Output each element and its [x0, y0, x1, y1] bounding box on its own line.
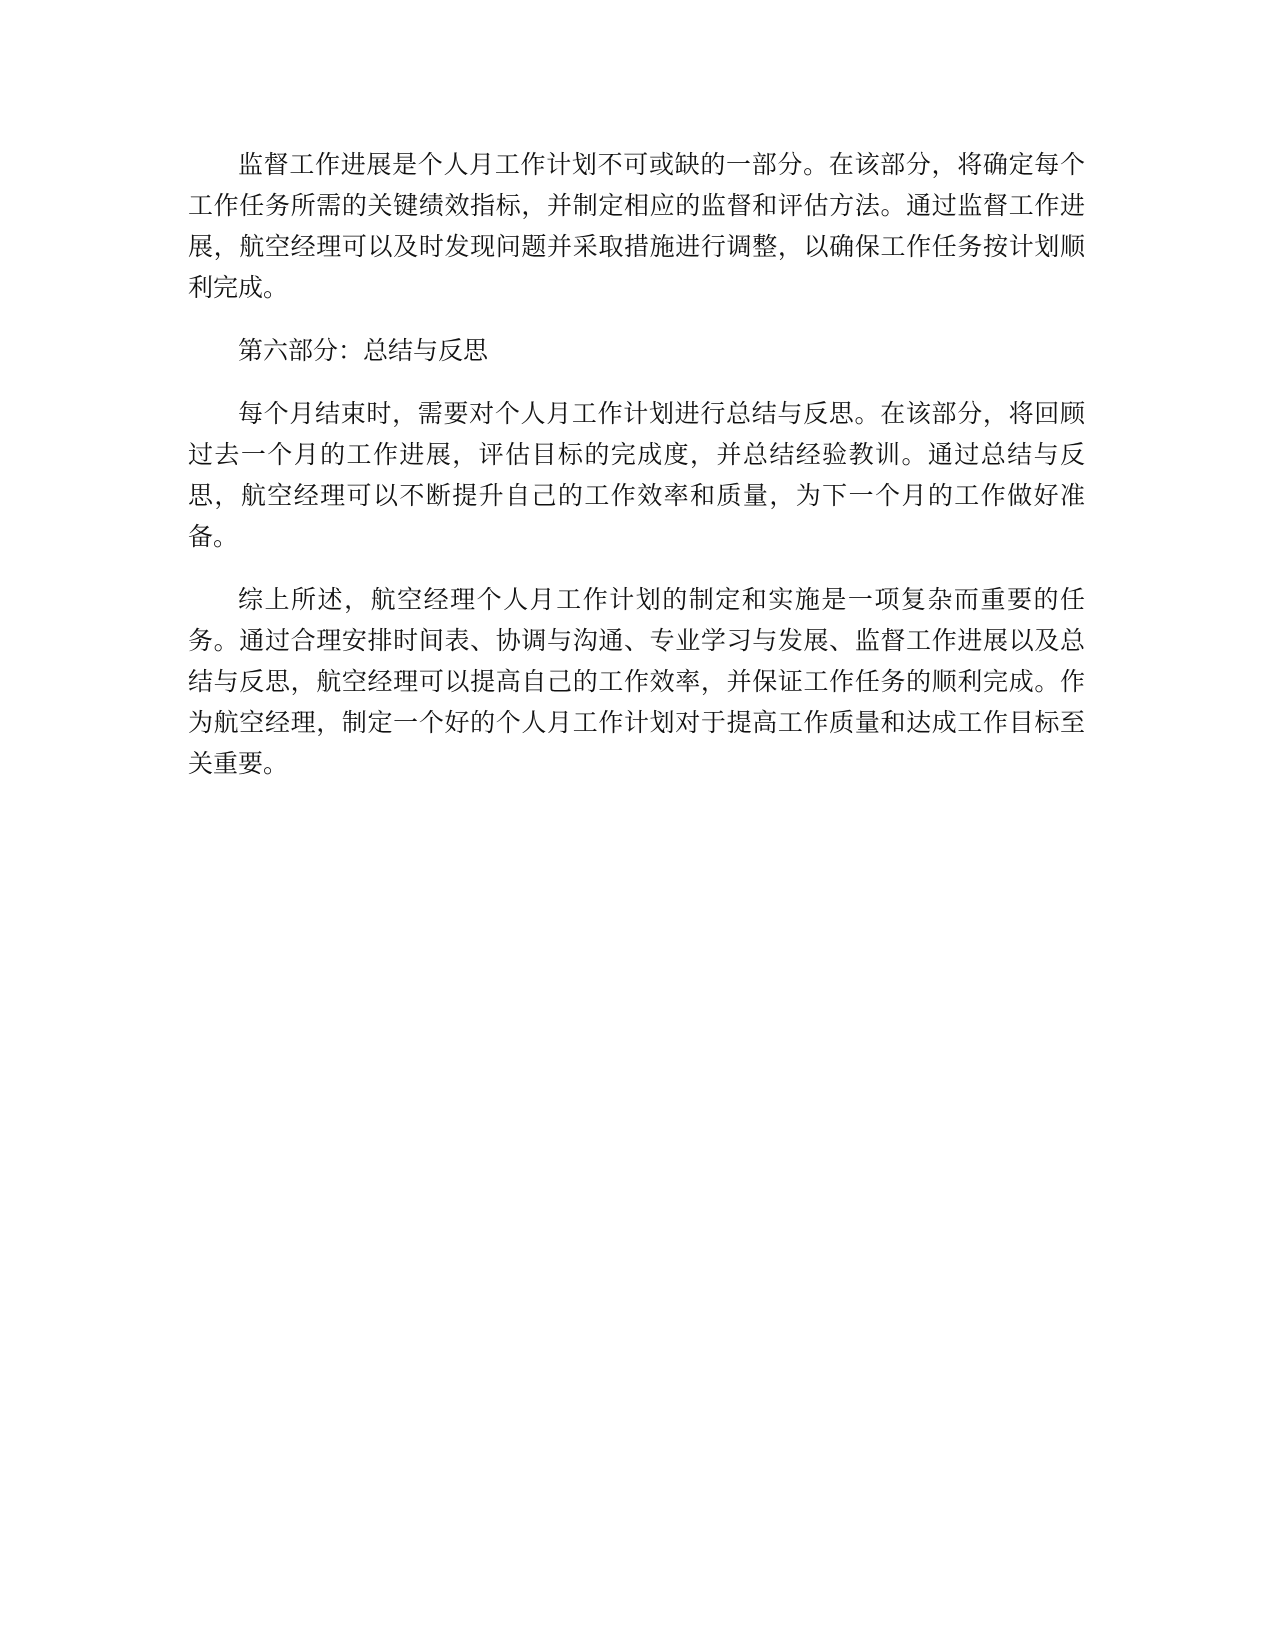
- paragraph-summary-reflection: 每个月结束时，需要对个人月工作计划进行总结与反思。在该部分，将回顾过去一个月的工作进展，评估目标的完成度，并总结经验教训。通过总结与反思，航空经理可以不断提升自己的工作效率和质量，为下一个月的工作做好准备。: [188, 399, 1085, 551]
- paragraph-conclusion: 综上所述，航空经理个人月工作计划的制定和实施是一项复杂而重要的任务。通过合理安排时间表、协调与沟通、专业学习与发展、监督工作进展以及总结与反思，航空经理可以提高自己的工作效率，并保证工作任务的顺利完成。作为航空经理，制定一个好的个人月工作计划对于提高工作质量和达成工作目标至关重要。: [188, 585, 1085, 778]
- paragraph-monitoring: 监督工作进展是个人月工作计划不可或缺的一部分。在该部分，将确定每个工作任务所需的关键绩效指标，并制定相应的监督和评估方法。通过监督工作进展，航空经理可以及时发现问题并采取措施进行调整，以确保工作任务按计划顺利完成。: [188, 150, 1085, 302]
- section-heading-six: 第六部分：总结与反思: [238, 336, 489, 365]
- document-body: [188, 144, 1085, 806]
